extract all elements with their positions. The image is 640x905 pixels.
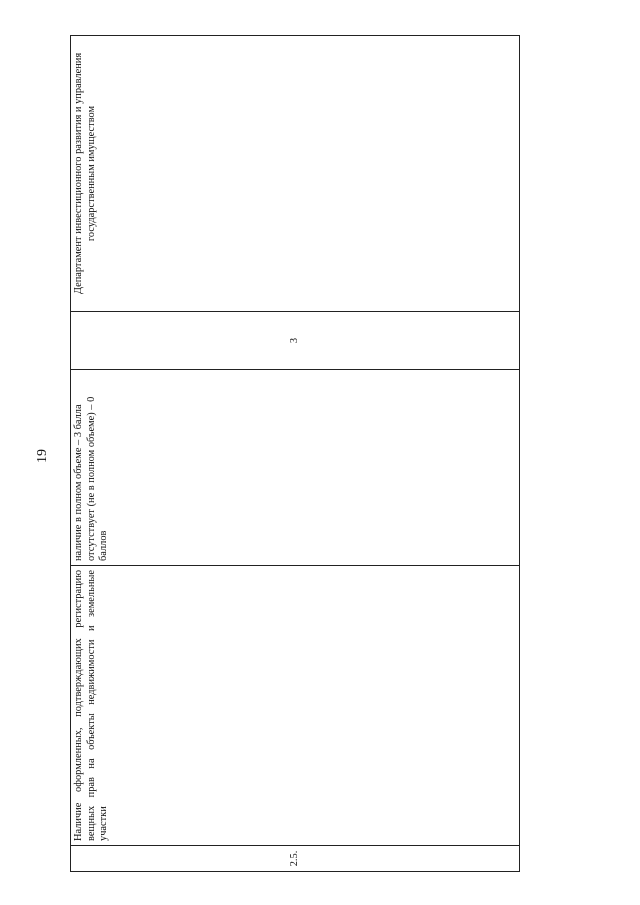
description-line: Наличие оформленных, подтверждающих регистрацию вещных прав на объекты недвижимости и земельные участки (73, 570, 110, 841)
row-number: 2.5. (71, 846, 520, 872)
scoring-rule (71, 370, 520, 566)
criteria-table-sheet (70, 36, 520, 872)
responsible-department (71, 36, 520, 312)
max-points: 3 (71, 312, 520, 370)
scoring-line: отсутствует (не в полном объеме) – 0 баллов (85, 396, 110, 561)
department-line: Департамент инвестиционного развития и управления государственным имуществом (73, 52, 97, 295)
table-row (71, 36, 520, 872)
criterion-description (71, 566, 520, 846)
page-number: 19 (35, 449, 50, 463)
scoring-line: наличие в полном объеме – 3 балла (73, 404, 84, 561)
criteria-table (70, 35, 520, 872)
